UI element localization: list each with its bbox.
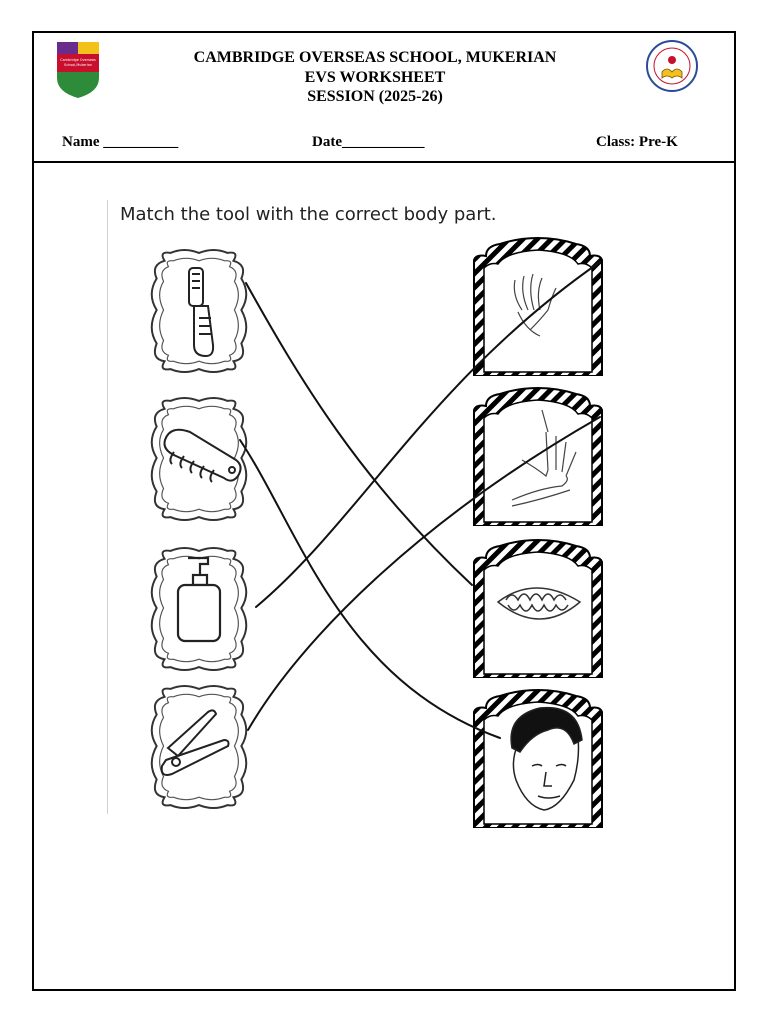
school-name: CAMBRIDGE OVERSEAS SCHOOL, MUKERIAN: [193, 49, 557, 66]
date-field: Date___________: [312, 134, 425, 150]
instruction-text: Match the tool with the correct body part.: [120, 204, 497, 225]
worksheet-subject: EVS WORKSHEET: [304, 69, 446, 86]
society-seal-right: [647, 41, 697, 91]
body-card-hand-nails: [474, 388, 602, 526]
logo-left-line1: Cambridge Overseas: [60, 58, 96, 62]
school-logo-left: [57, 42, 99, 98]
body-card-hands: [474, 238, 602, 376]
class-label: Class: Pre-K: [596, 134, 678, 150]
name-field: Name __________: [62, 134, 179, 150]
tool-card-nail-clipper: [152, 686, 247, 808]
logo-left-line2: School,Mukerian: [64, 63, 92, 67]
session-label: SESSION (2025-26): [307, 88, 443, 105]
